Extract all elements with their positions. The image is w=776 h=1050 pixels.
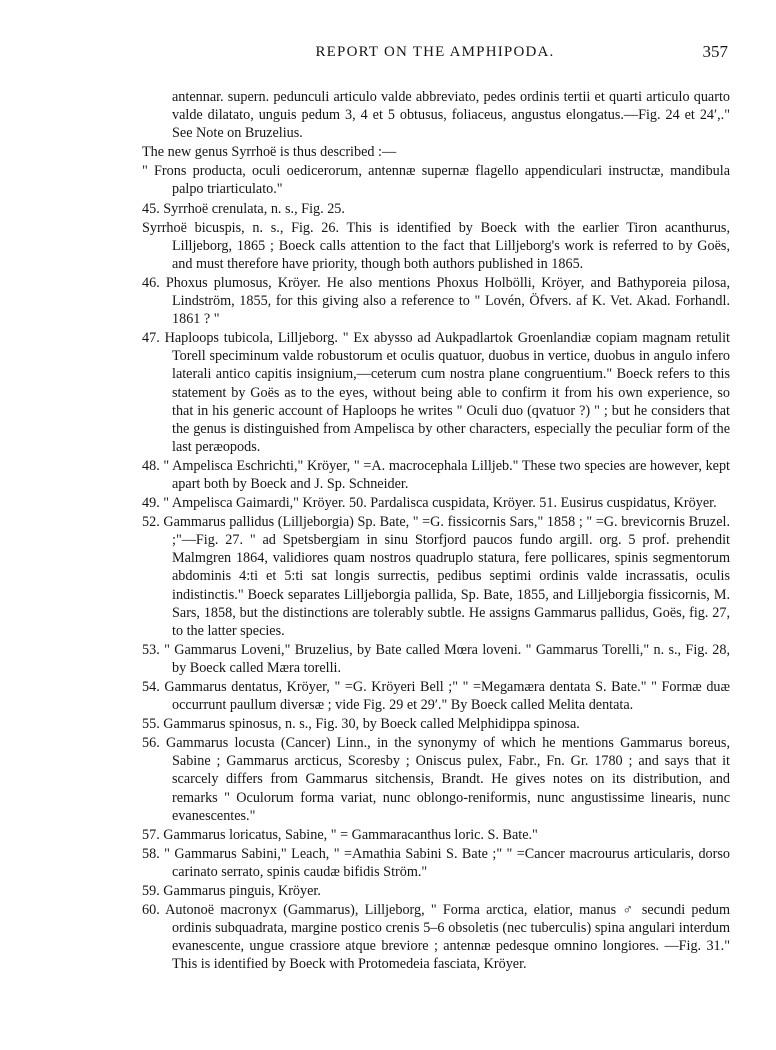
entry-60: 60. Autonoë macronyx (Gammarus), Lilljeborg, " Forma arctica, elatior, manus ♂ secundi pedum ordinis subquadrata, margine postico crenis 5–6 obsoletis (nec tuberculis) spina angulari interdum evanescente, ungue crassiore atque breviore ; antennæ pedesque omnino longiores. —Fig. 31." This is identified by Boeck with Protomedeia fasciata, Kröyer.	[142, 902, 730, 973]
paragraph-continuation: antennar. supern. pedunculi articulo valde abbreviato, pedes ordinis tertii et quarti articulo quarto valde dilatato, unguis pedum 3, 4 et 5 obtusus, foliaceus, angustus elongatus.—Fig. 24 et 24′,." See Note on Bruzelius.	[172, 89, 730, 142]
entry-53: 53. " Gammarus Loveni," Bruzelius, by Bate called Mœra loveni. " Gammarus Torelli," n. s., Fig. 28, by Boeck called Mæra torelli.	[142, 641, 730, 676]
entry-57: 57. Gammarus loricatus, Sabine, " = Gammaracanthus loric. S. Bate."	[142, 826, 538, 843]
entry-58: 58. " Gammarus Sabini," Leach, " =Amathia Sabini S. Bate ;" " =Cancer macrourus articularis, dorso carinato serrato, spinis caudæ bifidis Ström."	[142, 845, 730, 880]
running-title: REPORT ON THE AMPHIPODA.	[315, 44, 555, 60]
entry-48: 48. " Ampelisca Eschrichti," Kröyer, " =A. macrocephala Lilljeb." These two species are however, kept apart both by Boeck and J. Sp. Schneider.	[142, 457, 730, 492]
entry-47: 47. Haploops tubicola, Lilljeborg. " Ex abysso ad Aukpadlartok Groenlandiæ copiam magnam retulit Torell speciminum valde robustorum et oculis quatuor, duobus in vertice, duobus in angulo infero laterali antico capitis insignium,—ceterum cum nostra plane congruentium." Boeck refers to this statement by Goës as to the eyes, without being able to confirm it from his own experience, so that in his generic account of Haploops he writes " Oculi duo (qvatuor ?) " ; but he considers that the genus is distinguished from Ampelisca by other characters, especially the peculiar form of the last peræopods.	[142, 330, 730, 455]
entry-45: 45. Syrrhoë crenulata, n. s., Fig. 25.	[142, 200, 345, 217]
entry-54: 54. Gammarus dentatus, Kröyer, " =G. Kröyeri Bell ;" " =Megamæra dentata S. Bate." " Formæ duæ occurrunt paullum diversæ ; vide Fig. 29 et 29′." By Boeck called Melita dentata.	[142, 679, 730, 714]
entry-49-51: 49. " Ampelisca Gaimardi," Kröyer. 50. Pardalisca cuspidata, Kröyer. 51. Eusirus cuspidatus, Kröyer.	[142, 495, 717, 512]
quoted-description: " Frons producta, oculi oedicerorum, antennæ supernæ flagello appendiculari instructæ, mandibula palpo triarticulato."	[142, 163, 730, 198]
page-number: 357	[702, 42, 728, 61]
entry-52: 52. Gammarus pallidus (Lilljeborgia) Sp. Bate, " =G. fissicornis Sars," 1858 ; " =G. brevicornis Bruzel. ;"—Fig. 27. " ad Spetsbergiam in sinu Storfjord paucos fundo argill. org. 5 prof. prehendit Malmgren 1864, validiores quam nostros quadruplo statura, fere pollicares, spinis segmentorum abdominis 4:ti et 5:ti sat longis surrectis, pedibus septimi ordinis valde incrassatis, oculis indistinctis." Boeck separates Lilljeborgia pallida, Sp. Bate, 1855, and Lilljeborgia fissicornis, M. Sars, 1858, but the distinctions are tolerably subtle. He assigns Gammarus pallidus, Goës, fig. 27, to the latter species.	[142, 514, 730, 639]
paragraph-intro: The new genus Syrrhoë is thus described :—	[142, 144, 397, 161]
entry-55: 55. Gammarus spinosus, n. s., Fig. 30, by Boeck called Melphidippa spinosa.	[142, 716, 580, 733]
entry-59: 59. Gammarus pinguis, Kröyer.	[142, 883, 321, 900]
entry-syrrhoe-bicuspis: Syrrhoë bicuspis, n. s., Fig. 26. This is identified by Boeck with the earlier Tiron acanthurus, Lilljeborg, 1865 ; Boeck calls attention to the fact that Lilljeborg's work is referred to by Goës, and must therefore have priority, though both authors published in 1865.	[142, 219, 730, 272]
entry-46: 46. Phoxus plumosus, Kröyer. He also mentions Phoxus Holbölli, Kröyer, and Bathyporeia pilosa, Lindström, 1855, for this giving also a reference to " Lovén, Öfvers. af K. Vet. Akad. Forhandl. 1861 ? "	[142, 274, 730, 328]
page-header	[142, 44, 728, 66]
entry-56: 56. Gammarus locusta (Cancer) Linn., in the synonymy of which he mentions Gammarus boreus, Sabine ; Gammarus arcticus, Scoresby ; Oniscus pulex, Fabr., Fn. Gr. 1780 ; and says that it scarcely differs from Gammarus sitchensis, Brandt. He gives notes on its distribution, and remarks " Oculorum forma variat, nunc oblongo-reniformis, nunc angustissime linearis, nunc evanescentes."	[142, 735, 730, 824]
body-text	[142, 88, 730, 975]
